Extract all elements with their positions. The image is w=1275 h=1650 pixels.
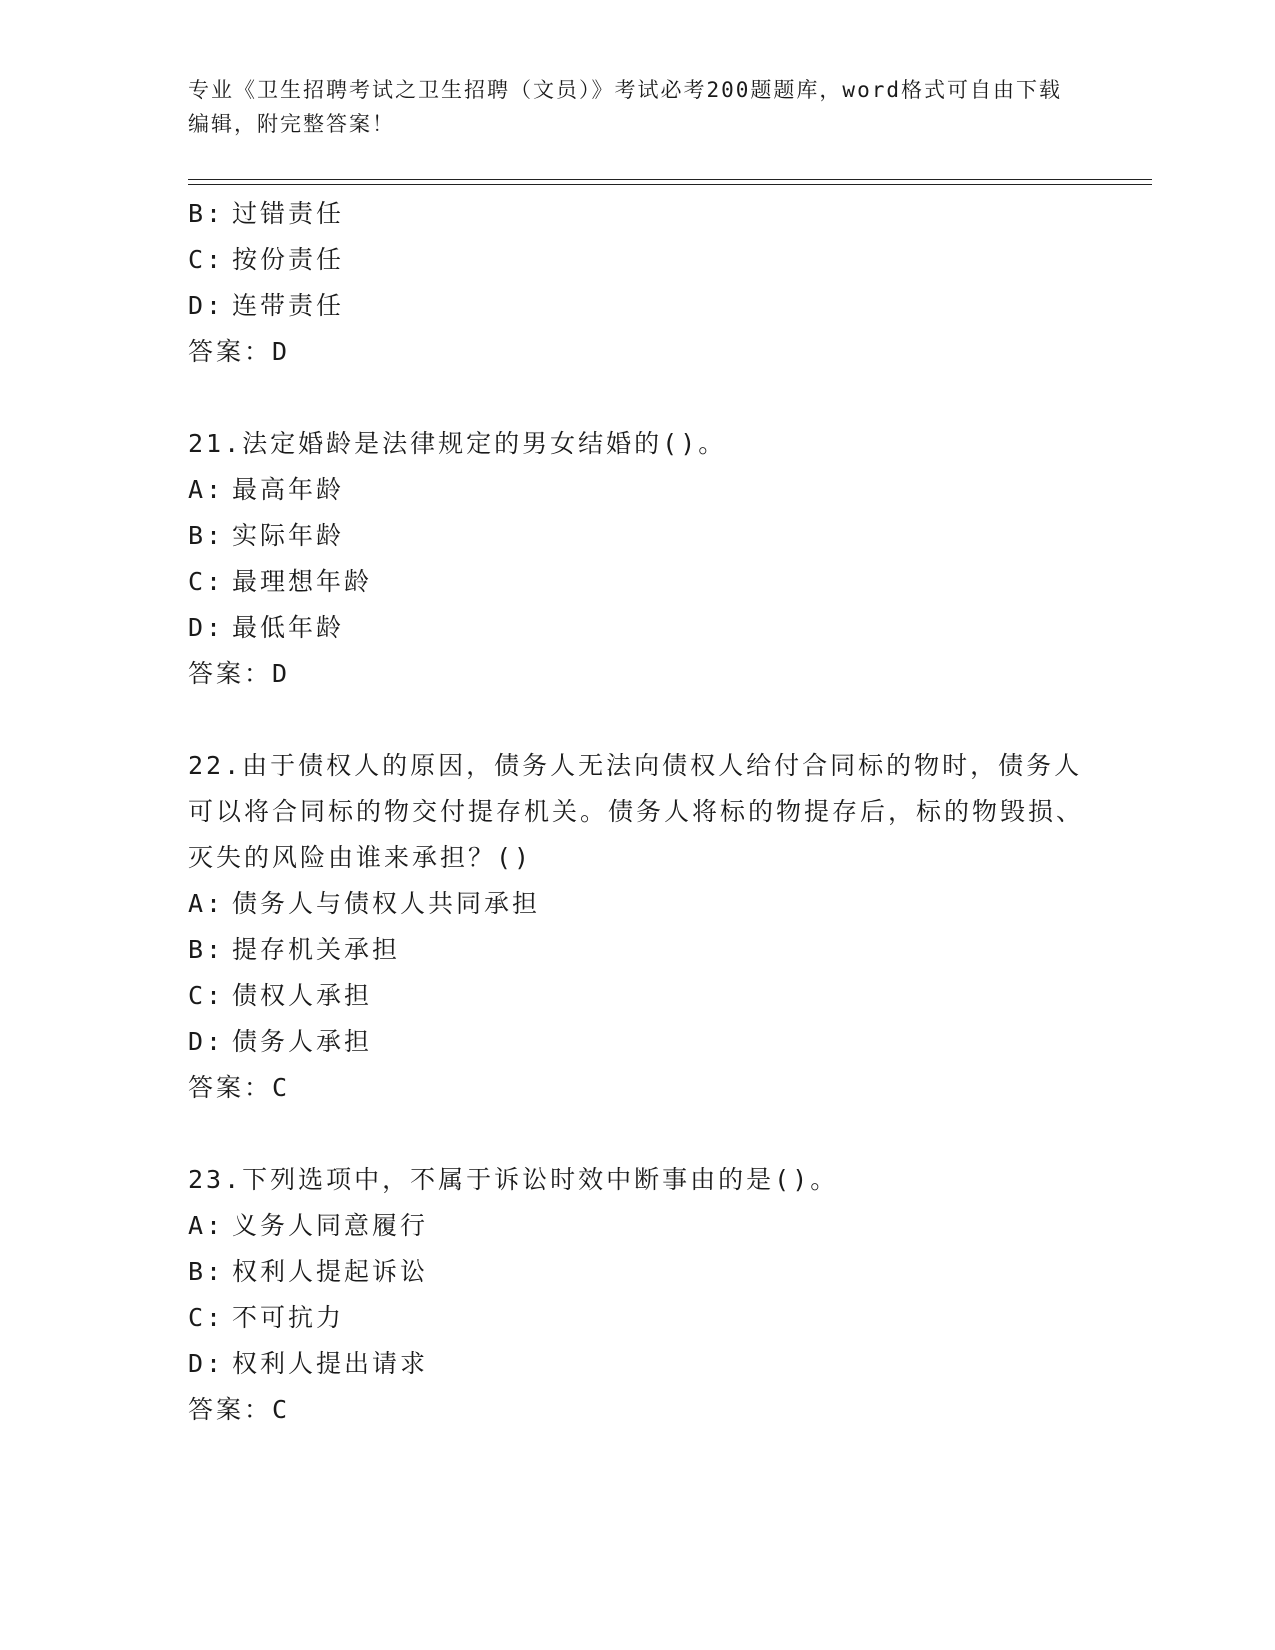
option-b: B: 实际年龄	[188, 521, 345, 550]
answer: 答案：C	[188, 1073, 291, 1102]
question-stem: 22.由于债权人的原因，债务人无法向债权人给付合同标的物时，债务人可以将合同标的物交付提存机关。债务人将标的物提存后，标的物毁损、灭失的风险由谁来承担？()	[188, 751, 1085, 872]
spacer	[188, 697, 1088, 743]
option-d: D: 最低年龄	[188, 613, 345, 642]
option-b: B: 过错责任	[188, 199, 345, 228]
question-content	[188, 191, 1088, 1433]
option-a: A: 最高年龄	[188, 475, 345, 504]
option-d: D: 债务人承担	[188, 1027, 373, 1056]
option-c: C: 最理想年龄	[188, 567, 373, 596]
answer: 答案：D	[188, 337, 291, 366]
option-b: B: 权利人提起诉讼	[188, 1257, 429, 1286]
option-a: A: 义务人同意履行	[188, 1211, 429, 1240]
question-22	[188, 743, 1088, 1111]
header-divider-top	[188, 179, 1152, 180]
option-c: C: 债权人承担	[188, 981, 373, 1010]
question-23	[188, 1157, 1088, 1433]
partial-question	[188, 191, 1088, 375]
option-d: D: 连带责任	[188, 291, 345, 320]
option-c: C: 按份责任	[188, 245, 345, 274]
answer: 答案：C	[188, 1395, 291, 1424]
spacer	[188, 1111, 1088, 1157]
option-d: D: 权利人提出请求	[188, 1349, 429, 1378]
document-header: 专业《卫生招聘考试之卫生招聘（文员）》考试必考200题题库，word格式可自由下载编辑，附完整答案！	[188, 78, 1062, 136]
header-divider-bottom	[188, 184, 1152, 185]
spacer	[188, 375, 1088, 421]
question-stem: 21.法定婚龄是法律规定的男女结婚的()。	[188, 429, 727, 458]
question-21	[188, 421, 1088, 697]
option-b: B: 提存机关承担	[188, 935, 401, 964]
answer: 答案：D	[188, 659, 291, 688]
question-stem: 23.下列选项中，不属于诉讼时效中断事由的是()。	[188, 1165, 839, 1194]
option-c: C: 不可抗力	[188, 1303, 345, 1332]
option-a: A: 债务人与债权人共同承担	[188, 889, 541, 918]
